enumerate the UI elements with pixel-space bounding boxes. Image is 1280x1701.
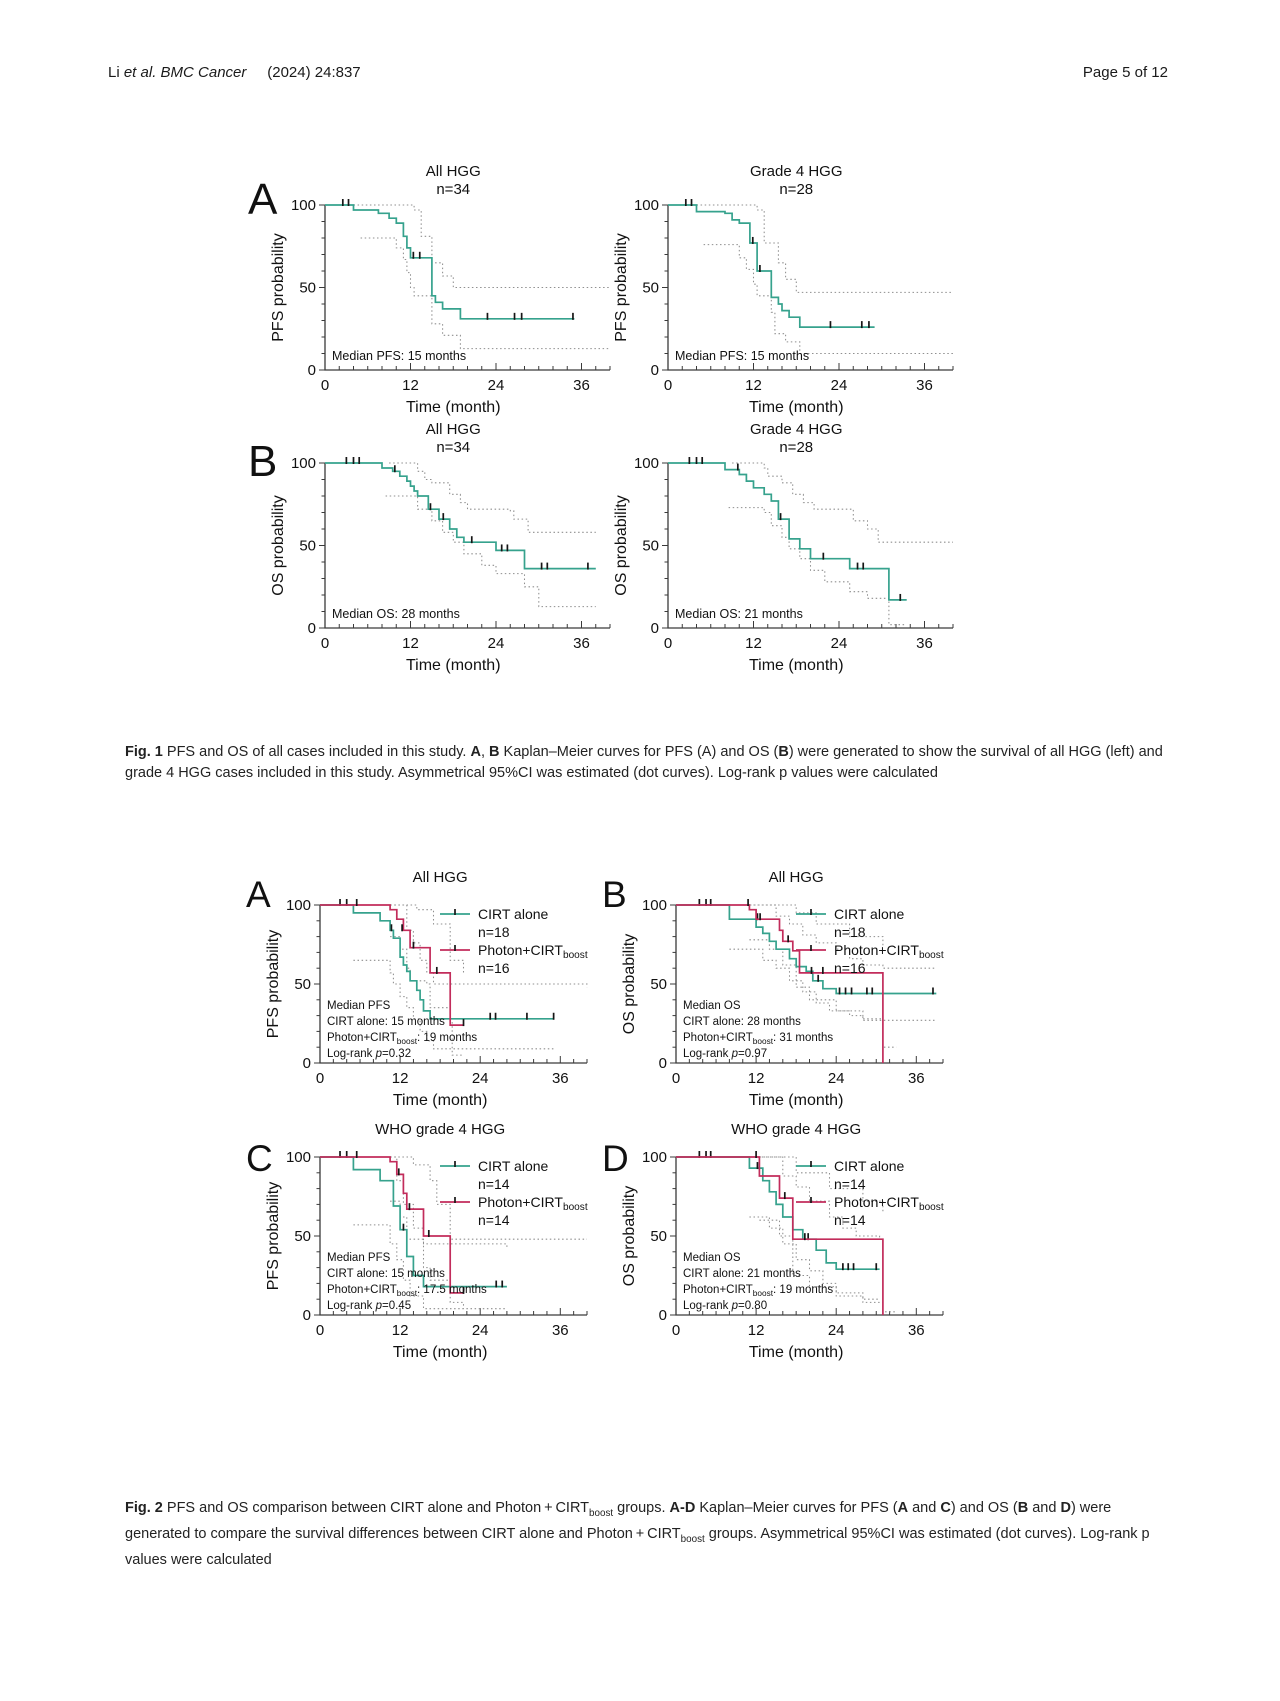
citation — [108, 64, 361, 81]
svg-text:36: 36 — [916, 377, 933, 394]
svg-text:12: 12 — [745, 635, 762, 652]
svg-text:PFS probability: PFS probability — [270, 233, 287, 342]
svg-text:Grade 4 HGG: Grade 4 HGG — [749, 163, 843, 180]
fig2-panel-c-pfs-grade4 — [265, 1112, 645, 1370]
svg-text:Log-rank p=0.97: Log-rank p=0.97 — [683, 1048, 768, 1060]
svg-text:12: 12 — [402, 377, 419, 394]
svg-text:100: 100 — [290, 455, 316, 472]
svg-text:CIRT alone: 15 months: CIRT alone: 15 months — [327, 1268, 445, 1280]
svg-text:Photon+CIRTboost: 17.5 months: $Photon+CIRT_{boost}$: 17.5 months — [327, 1284, 487, 1298]
svg-text:0: 0 — [671, 1070, 681, 1087]
fig1-panel-os-grade4-hgg — [613, 418, 961, 683]
svg-text:24: 24 — [487, 377, 505, 394]
km-plot — [270, 418, 618, 678]
page-header — [108, 64, 1168, 81]
svg-text:All HGG: All HGG — [768, 869, 824, 886]
svg-text:n=28: n=28 — [779, 439, 814, 456]
svg-text:36: 36 — [551, 1322, 569, 1339]
svg-text:Median OS: Median OS — [683, 1000, 741, 1012]
svg-text:36: 36 — [573, 377, 590, 394]
svg-text:n=14: n=14 — [478, 1176, 510, 1192]
svg-text:OS probability: OS probability — [621, 1185, 638, 1287]
svg-text:WHO grade 4 HGG: WHO grade 4 HGG — [375, 1121, 506, 1138]
fig1-caption: Fig. 1 PFS and OS of all cases included in this study. A, B Kaplan–Meier curves for PFS (A) and OS (B) were generated to show the survival of all HGG (left) and grade 4 HGG cases included in this study. Asymmetrical 95%CI was estimated (dot curves). Log-rank p values were calculated — [125, 744, 1163, 781]
km-plot — [265, 1112, 645, 1365]
svg-text:WHO grade 4 HGG: WHO grade 4 HGG — [731, 1121, 862, 1138]
svg-text:50: 50 — [650, 976, 667, 993]
svg-text:n=34: n=34 — [436, 439, 471, 456]
svg-text:0: 0 — [658, 1307, 667, 1324]
svg-text:Log-rank p=0.45: Log-rank p=0.45 — [327, 1300, 412, 1312]
svg-text:CIRT alone: 28 months: CIRT alone: 28 months — [683, 1016, 801, 1028]
svg-text:PFS probability: PFS probability — [265, 1181, 282, 1291]
svg-text:50: 50 — [294, 976, 311, 993]
svg-text:12: 12 — [747, 1322, 765, 1339]
svg-text:36: 36 — [907, 1322, 925, 1339]
svg-text:100: 100 — [285, 1149, 311, 1166]
svg-text:n=18: n=18 — [478, 924, 510, 940]
fig2-letter-b: B — [602, 874, 627, 915]
km-plot — [613, 160, 961, 420]
svg-text:50: 50 — [294, 1228, 311, 1245]
svg-text:Time (month): Time (month) — [748, 1344, 844, 1361]
svg-text:0: 0 — [663, 635, 673, 652]
svg-text:n=28: n=28 — [779, 181, 814, 198]
svg-text:CIRT alone: CIRT alone — [478, 906, 549, 922]
svg-text:OS probability: OS probability — [613, 495, 630, 596]
svg-text:Median PFS: 15 months: Median PFS: 15 months — [332, 349, 467, 363]
fig2-panel-b-os-all — [621, 860, 1001, 1118]
svg-text:n=18: n=18 — [834, 924, 866, 940]
svg-text:CIRT alone: CIRT alone — [478, 1158, 549, 1174]
svg-text:Median PFS: Median PFS — [327, 1000, 391, 1012]
svg-text:Photon+CIRTboost: $Photon+CIRT_{boost}$ — [478, 942, 588, 961]
svg-text:24: 24 — [830, 377, 848, 394]
svg-text:0: 0 — [663, 377, 673, 394]
svg-text:Time (month): Time (month) — [405, 657, 501, 674]
svg-text:Grade 4 HGG: Grade 4 HGG — [749, 421, 843, 438]
svg-text:50: 50 — [299, 537, 316, 555]
svg-text:OS probability: OS probability — [270, 495, 287, 596]
page-number: Page 5 of 12 — [1082, 64, 1168, 81]
svg-text:CIRT alone: 15 months: CIRT alone: 15 months — [327, 1016, 445, 1028]
svg-text:Time (month): Time (month) — [748, 399, 844, 416]
svg-text:Median OS: 21 months: Median OS: 21 months — [675, 607, 803, 621]
svg-text:50: 50 — [299, 279, 316, 297]
fig2-panel-d-os-grade4 — [621, 1112, 1001, 1370]
svg-text:Median OS: 28 months: Median OS: 28 months — [332, 607, 460, 621]
svg-text:n=16: n=16 — [478, 960, 510, 976]
svg-text:36: 36 — [573, 635, 590, 652]
svg-text:Photon+CIRTboost: 31 months: $Photon+CIRT_{boost}$: 31 months — [683, 1032, 834, 1046]
svg-text:100: 100 — [285, 897, 311, 914]
svg-text:0: 0 — [302, 1055, 311, 1072]
svg-text:36: 36 — [916, 635, 933, 652]
svg-text:100: 100 — [641, 1149, 667, 1166]
svg-text:36: 36 — [551, 1070, 569, 1087]
svg-text:CIRT alone: CIRT alone — [834, 1158, 905, 1174]
fig2-letter-c: C — [246, 1138, 273, 1179]
svg-text:50: 50 — [642, 279, 659, 297]
svg-text:12: 12 — [391, 1070, 409, 1087]
svg-text:Time (month): Time (month) — [748, 657, 844, 674]
svg-text:12: 12 — [391, 1322, 409, 1339]
svg-text:n=14: n=14 — [834, 1176, 866, 1192]
svg-text:24: 24 — [471, 1322, 489, 1339]
svg-text:12: 12 — [747, 1070, 765, 1087]
svg-text:All HGG: All HGG — [425, 163, 481, 180]
svg-text:0: 0 — [315, 1070, 325, 1087]
svg-text:Photon+CIRTboost: $Photon+CIRT_{boost}$ — [478, 1194, 588, 1213]
svg-text:PFS probability: PFS probability — [265, 929, 282, 1039]
svg-text:0: 0 — [320, 377, 330, 394]
svg-text:12: 12 — [402, 635, 419, 652]
svg-text:24: 24 — [827, 1322, 845, 1339]
citation-issue: (2024) 24:837 — [246, 64, 361, 81]
svg-text:Time (month): Time (month) — [392, 1344, 488, 1361]
fig2-letter-d: D — [602, 1138, 629, 1179]
fig2-caption: Fig. 2 PFS and OS comparison between CIRT alone and Photon + $CIRT_{boost}$ groups. A-D Kaplan–Meier curves for PFS (A and C) and OS (B and D) were generated to compare the survival differences between CIRT alone and Photon + $CIRT_{boost}$ groups. Asymmetrical 95%CI was estimated (dot curves). Log-rank p values were calculated — [125, 1500, 1150, 1568]
citation-author: Li — [108, 64, 124, 81]
svg-text:All HGG: All HGG — [425, 421, 481, 438]
fig2-panel-a-pfs-all — [265, 860, 645, 1118]
svg-text:50: 50 — [642, 537, 659, 555]
svg-text:100: 100 — [641, 897, 667, 914]
svg-text:24: 24 — [830, 635, 848, 652]
svg-text:50: 50 — [650, 1228, 667, 1245]
svg-text:n=34: n=34 — [436, 181, 471, 198]
svg-text:0: 0 — [658, 1055, 667, 1072]
svg-text:CIRT alone: 21 months: CIRT alone: 21 months — [683, 1268, 801, 1280]
fig1-letter-a: A — [248, 175, 278, 224]
svg-text:Log-rank p=0.32: Log-rank p=0.32 — [327, 1048, 412, 1060]
svg-text:100: 100 — [633, 455, 659, 472]
svg-text:n=14: n=14 — [478, 1212, 510, 1228]
svg-text:n=16: n=16 — [834, 960, 866, 976]
svg-text:All HGG: All HGG — [412, 869, 468, 886]
svg-text:100: 100 — [290, 197, 316, 214]
svg-text:Time (month): Time (month) — [392, 1092, 488, 1109]
svg-text:Photon+CIRTboost: $Photon+CIRT_{boost}$ — [834, 942, 944, 961]
citation-journal: et al. BMC Cancer — [123, 64, 247, 81]
svg-text:100: 100 — [633, 197, 659, 214]
svg-text:0: 0 — [650, 362, 659, 379]
svg-text:Photon+CIRTboost: 19 months: $Photon+CIRT_{boost}$: 19 months — [327, 1032, 478, 1046]
svg-text:Median OS: Median OS — [683, 1252, 741, 1264]
svg-text:0: 0 — [650, 620, 659, 637]
fig2-letter-a: A — [246, 874, 271, 915]
fig1-panel-pfs-all-hgg — [270, 160, 618, 425]
svg-text:24: 24 — [471, 1070, 489, 1087]
svg-text:Median PFS: 15 months: Median PFS: 15 months — [675, 349, 810, 363]
svg-text:36: 36 — [907, 1070, 925, 1087]
km-plot — [265, 860, 645, 1113]
svg-text:12: 12 — [745, 377, 762, 394]
svg-text:0: 0 — [315, 1322, 325, 1339]
svg-text:Log-rank p=0.80: Log-rank p=0.80 — [683, 1300, 768, 1312]
km-plot — [613, 418, 961, 678]
svg-text:PFS probability: PFS probability — [613, 233, 630, 342]
svg-text:CIRT alone: CIRT alone — [834, 906, 905, 922]
svg-text:Median PFS: Median PFS — [327, 1252, 391, 1264]
km-plot — [270, 160, 618, 420]
svg-text:0: 0 — [671, 1322, 681, 1339]
fig1-letter-b: B — [248, 437, 278, 486]
svg-text:24: 24 — [487, 635, 505, 652]
km-plot — [621, 1112, 1001, 1365]
km-plot — [621, 860, 1001, 1113]
svg-text:0: 0 — [307, 620, 316, 637]
svg-text:n=14: n=14 — [834, 1212, 866, 1228]
svg-text:Time (month): Time (month) — [405, 399, 501, 416]
svg-text:Photon+CIRTboost: $Photon+CIRT_{boost}$ — [834, 1194, 944, 1213]
svg-text:OS probability: OS probability — [621, 933, 638, 1035]
svg-text:0: 0 — [302, 1307, 311, 1324]
svg-text:Photon+CIRTboost: 19 months: $Photon+CIRT_{boost}$: 19 months — [683, 1284, 834, 1298]
svg-text:0: 0 — [320, 635, 330, 652]
fig1-panel-pfs-grade4-hgg — [613, 160, 961, 425]
svg-text:Time (month): Time (month) — [748, 1092, 844, 1109]
svg-text:0: 0 — [307, 362, 316, 379]
fig1-panel-os-all-hgg — [270, 418, 618, 683]
svg-text:24: 24 — [827, 1070, 845, 1087]
